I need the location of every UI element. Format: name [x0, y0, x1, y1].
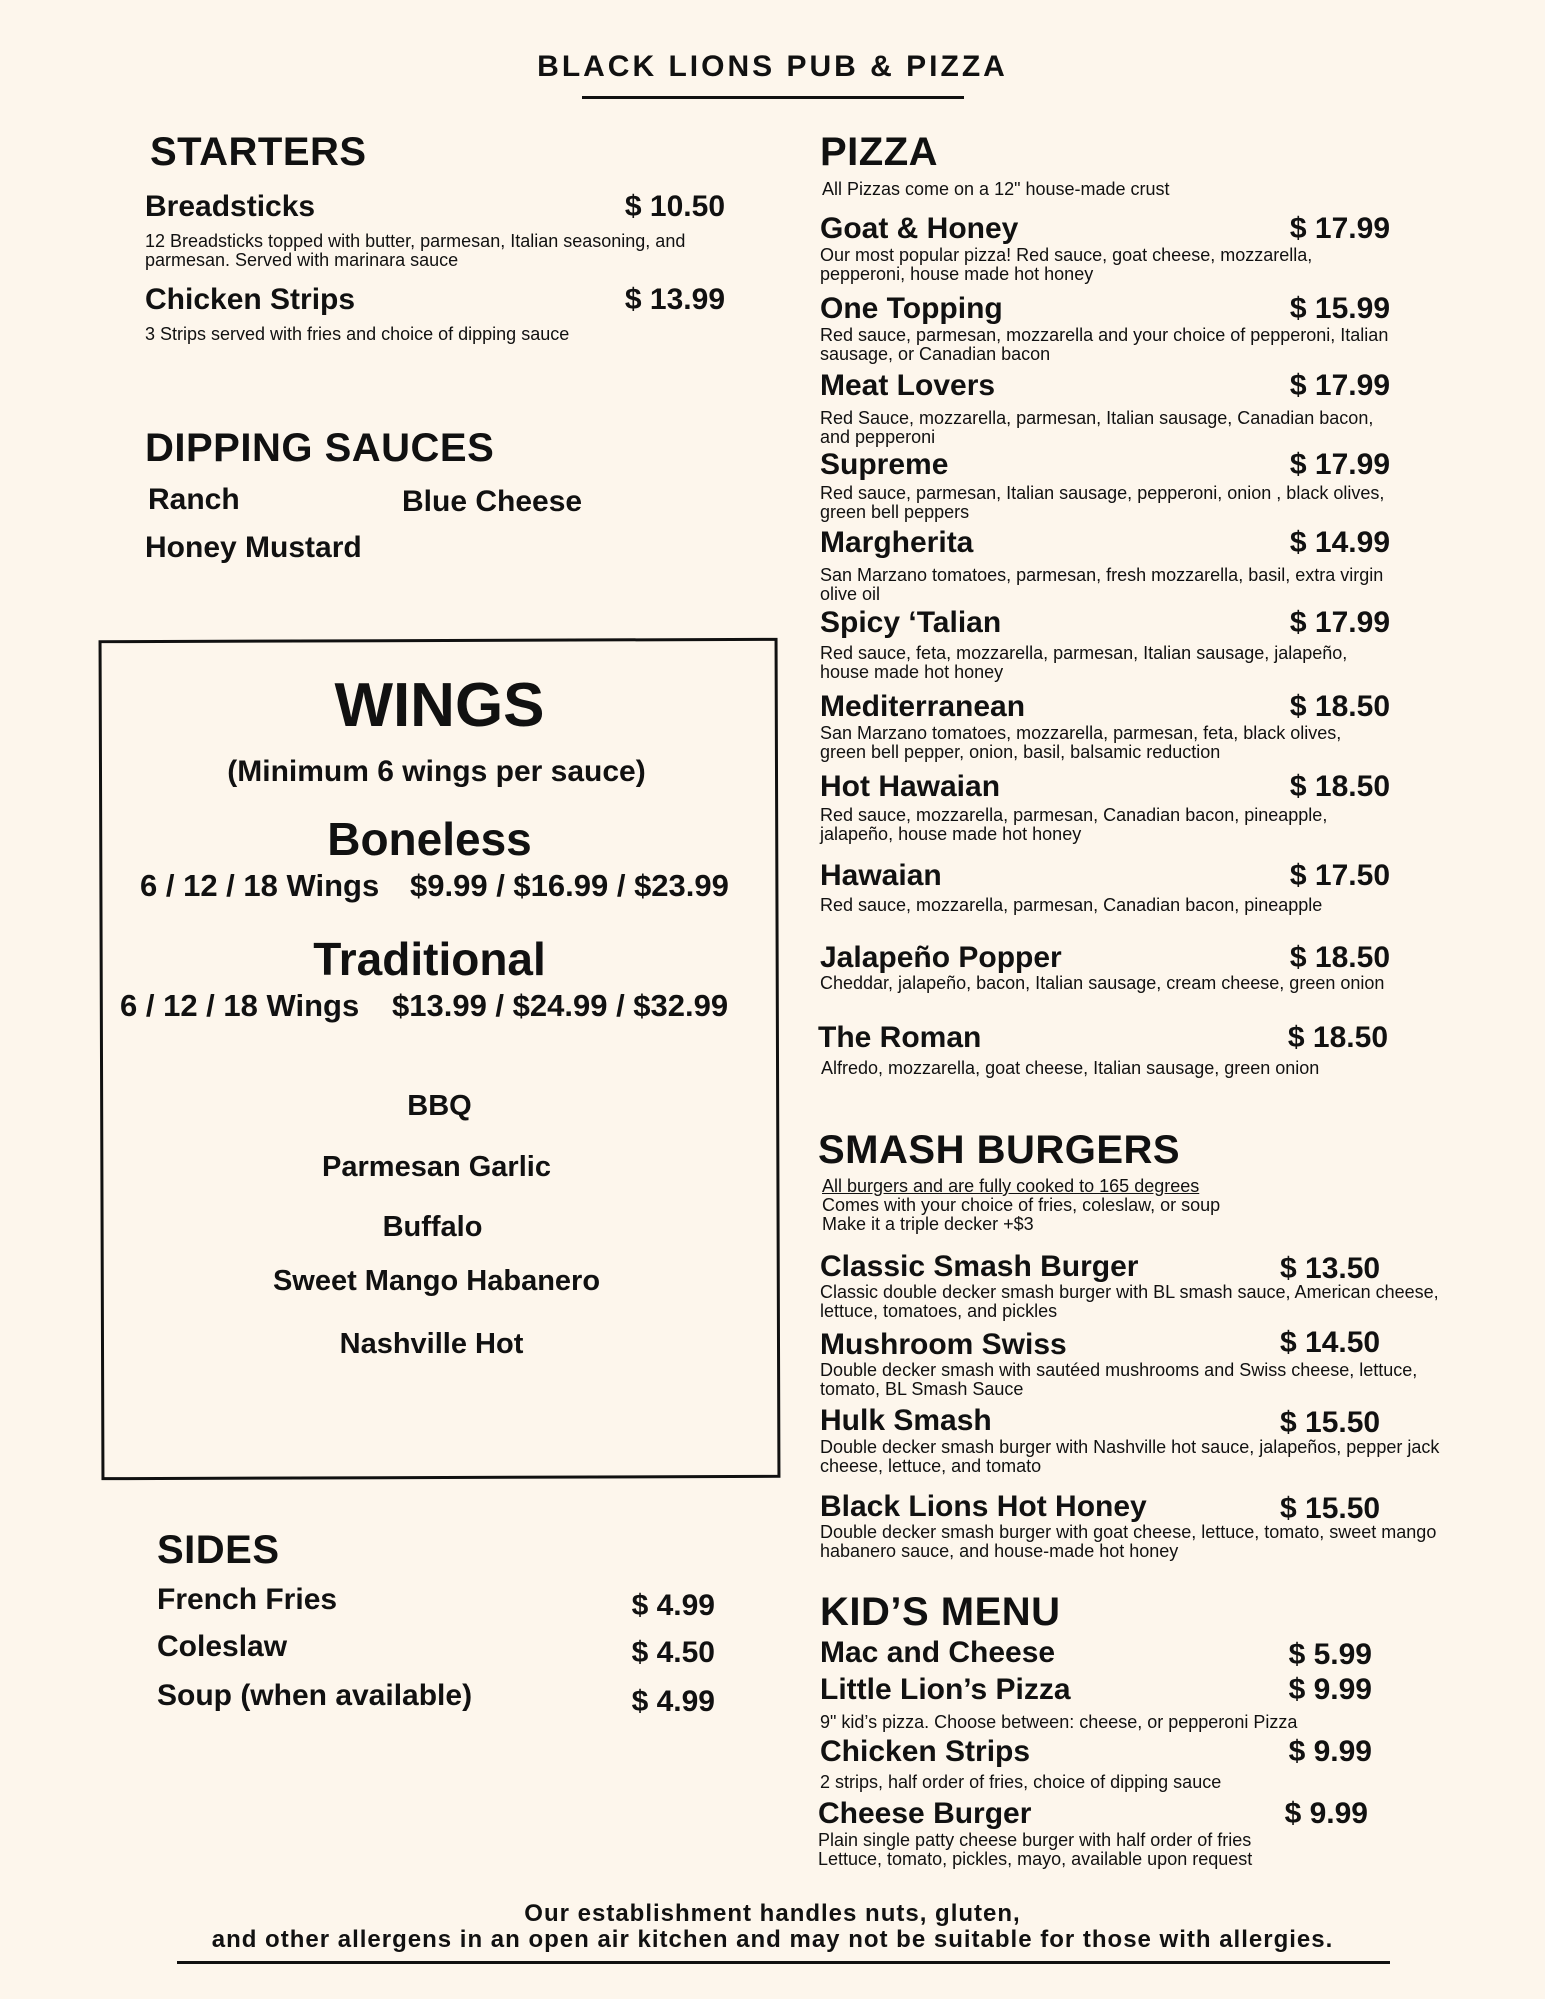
- item-price: $ 18.50: [1289, 941, 1390, 974]
- burgers-heading: SMASH BURGERS: [818, 1128, 1181, 1172]
- item-price: $ 17.99: [1289, 448, 1390, 481]
- item-price: $ 14.99: [1289, 526, 1390, 559]
- sauce-ranch: Ranch: [148, 483, 240, 516]
- pizza-note: All Pizzas come on a 12" house-made crust: [822, 179, 1170, 199]
- item-price: $ 4.99: [631, 1685, 715, 1718]
- item-price: $ 4.50: [631, 1636, 715, 1669]
- item-description: Red sauce, parmesan, Italian sausage, pepperoni, onion , black olives, green bell peppers: [820, 483, 1385, 522]
- item-price: $ 9.99: [1284, 1797, 1368, 1830]
- burgers-note-underlined: All burgers and are fully cooked to 165 degrees: [822, 1176, 1200, 1196]
- item-description: San Marzano tomatoes, parmesan, fresh mozzarella, basil, extra virgin olive oil: [820, 565, 1384, 604]
- item-description: Red sauce, mozzarella, parmesan, Canadian bacon, pineapple: [820, 895, 1323, 915]
- wing-flavor: BBQ: [407, 1090, 472, 1122]
- footer-underline: [177, 1961, 1390, 1964]
- item-description: Double decker smash with sautéed mushrooms and Swiss cheese, lettuce, tomato, BL Smash Sauce: [820, 1360, 1418, 1399]
- item-name: Little Lion’s Pizza: [820, 1673, 1071, 1706]
- item-price: $ 14.50: [1280, 1326, 1381, 1359]
- item-name: Chicken Strips: [145, 283, 356, 316]
- item-description: 12 Breadsticks topped with butter, parmesan, Italian seasoning, and parmesan. Served with marinara sauce: [145, 231, 686, 270]
- item-name: Supreme: [820, 448, 949, 481]
- item-name: Black Lions Hot Honey: [820, 1490, 1147, 1523]
- item-description: Red sauce, parmesan, mozzarella and your choice of pepperoni, Italian sausage, or Canadian bacon: [820, 325, 1389, 364]
- item-name: Cheese Burger: [818, 1797, 1032, 1830]
- item-description: Double decker smash burger with goat cheese, lettuce, tomato, sweet mango habanero sauce, and house-made hot honey: [820, 1522, 1437, 1561]
- item-price: $ 9.99: [1288, 1673, 1372, 1706]
- item-price: $ 17.50: [1289, 859, 1390, 892]
- pizza-heading: PIZZA: [820, 130, 939, 174]
- item-price: $ 17.99: [1289, 212, 1390, 245]
- burgers-note: Comes with your choice of fries, coleslaw, or soup: [822, 1195, 1221, 1215]
- item-description: Alfredo, mozzarella, goat cheese, Italian sausage, green onion: [821, 1058, 1320, 1078]
- item-price: $ 17.99: [1289, 606, 1390, 639]
- allergen-notice-line-1: Our establishment handles nuts, gluten,: [524, 1900, 1021, 1927]
- wing-flavor: Sweet Mango Habanero: [272, 1265, 601, 1297]
- item-description: San Marzano tomatoes, mozzarella, parmesan, feta, black olives, green bell pepper, onion, basil, balsamic reduction: [820, 723, 1342, 762]
- item-price: $ 17.99: [1289, 369, 1390, 402]
- item-name: Mushroom Swiss: [820, 1328, 1067, 1361]
- item-description: Cheddar, jalapeño, bacon, Italian sausage, cream cheese, green onion: [820, 973, 1385, 993]
- wings-prices: $13.99 / $24.99 / $32.99: [392, 988, 729, 1023]
- item-price: $ 13.99: [624, 283, 725, 316]
- wings-counts: 6 / 12 / 18 Wings: [120, 988, 360, 1023]
- item-name: Mediterranean: [820, 690, 1026, 723]
- item-name: French Fries: [157, 1583, 338, 1616]
- sauce-honey-mustard: Honey Mustard: [145, 531, 362, 564]
- item-price: $ 4.99: [631, 1589, 715, 1622]
- item-name: Chicken Strips: [820, 1735, 1031, 1768]
- item-description: Red sauce, mozzarella, parmesan, Canadian bacon, pineapple, jalapeño, house made hot honey: [820, 805, 1328, 844]
- dipping-sauces-heading: DIPPING SAUCES: [145, 426, 495, 470]
- item-name: Goat & Honey: [820, 212, 1019, 245]
- item-name: Spicy ‘Talian: [820, 606, 1002, 639]
- item-name: One Topping: [820, 292, 1003, 325]
- item-price: $ 18.50: [1289, 690, 1390, 723]
- sides-heading: SIDES: [157, 1528, 280, 1572]
- item-name: Breadsticks: [145, 190, 316, 223]
- item-price: $ 13.50: [1280, 1252, 1381, 1285]
- item-name: Jalapeño Popper: [820, 941, 1062, 974]
- item-name: Margherita: [820, 526, 974, 559]
- item-description: 3 Strips served with fries and choice of dipping sauce: [145, 324, 570, 344]
- item-price: $ 10.50: [624, 190, 725, 223]
- item-description: Red sauce, feta, mozzarella, parmesan, Italian sausage, jalapeño, house made hot honey: [820, 643, 1348, 682]
- item-name: Classic Smash Burger: [820, 1250, 1139, 1283]
- kids-menu-heading: KID’S MENU: [820, 1590, 1061, 1634]
- item-name: Hulk Smash: [820, 1404, 992, 1437]
- wings-heading: WINGS: [334, 671, 545, 740]
- item-name: The Roman: [818, 1021, 982, 1054]
- item-name: Hot Hawaian: [820, 770, 1001, 803]
- sauce-blue-cheese: Blue Cheese: [402, 485, 583, 518]
- item-description: 9" kid’s pizza. Choose between: cheese, or pepperoni Pizza: [820, 1712, 1298, 1732]
- item-price: $ 9.99: [1288, 1735, 1372, 1768]
- item-name: Coleslaw: [157, 1630, 288, 1663]
- starters-heading: STARTERS: [150, 130, 367, 174]
- item-price: $ 15.50: [1280, 1492, 1381, 1525]
- wings-counts: 6 / 12 / 18 Wings: [140, 868, 380, 903]
- wings-prices: $9.99 / $16.99 / $23.99: [410, 868, 729, 903]
- allergen-notice-line-2: and other allergens in an open air kitchen and may not be suitable for those with allergies.: [211, 1926, 1334, 1953]
- item-description: 2 strips, half order of fries, choice of dipping sauce: [820, 1772, 1222, 1792]
- menu-title: BLACK LIONS PUB & PIZZA: [537, 50, 1008, 83]
- item-price: $ 18.50: [1287, 1021, 1388, 1054]
- item-name: Meat Lovers: [820, 369, 996, 402]
- item-name: Hawaian: [820, 859, 942, 892]
- item-price: $ 15.99: [1289, 292, 1390, 325]
- wings-subtitle: (Minimum 6 wings per sauce): [227, 755, 646, 788]
- title-underline: [582, 96, 964, 99]
- wings-type-name: Boneless: [327, 813, 532, 865]
- item-description: Classic double decker smash burger with BL smash sauce, American cheese, lettuce, tomatoes, and pickles: [820, 1282, 1439, 1321]
- wing-flavor: Nashville Hot: [339, 1328, 524, 1360]
- item-description: Our most popular pizza! Red sauce, goat cheese, mozzarella, pepperoni, house made hot honey: [820, 245, 1313, 284]
- burgers-note: Make it a triple decker +$3: [822, 1214, 1034, 1234]
- item-name: Mac and Cheese: [820, 1636, 1056, 1669]
- wings-type-name: Traditional: [313, 933, 546, 985]
- item-name: Soup (when available): [157, 1679, 473, 1712]
- wing-flavor: Parmesan Garlic: [322, 1151, 551, 1183]
- item-description: Double decker smash burger with Nashville hot sauce, jalapeños, pepper jack cheese, lettuce, and tomato: [820, 1437, 1440, 1476]
- item-description: Plain single patty cheese burger with half order of fries Lettuce, tomato, pickles, mayo, available upon request: [818, 1830, 1253, 1869]
- item-description: Red Sauce, mozzarella, parmesan, Italian sausage, Canadian bacon, and pepperoni: [820, 408, 1374, 447]
- wing-flavor: Buffalo: [382, 1211, 483, 1243]
- item-price: $ 15.50: [1280, 1406, 1381, 1439]
- item-price: $ 5.99: [1288, 1638, 1372, 1671]
- item-price: $ 18.50: [1289, 770, 1390, 803]
